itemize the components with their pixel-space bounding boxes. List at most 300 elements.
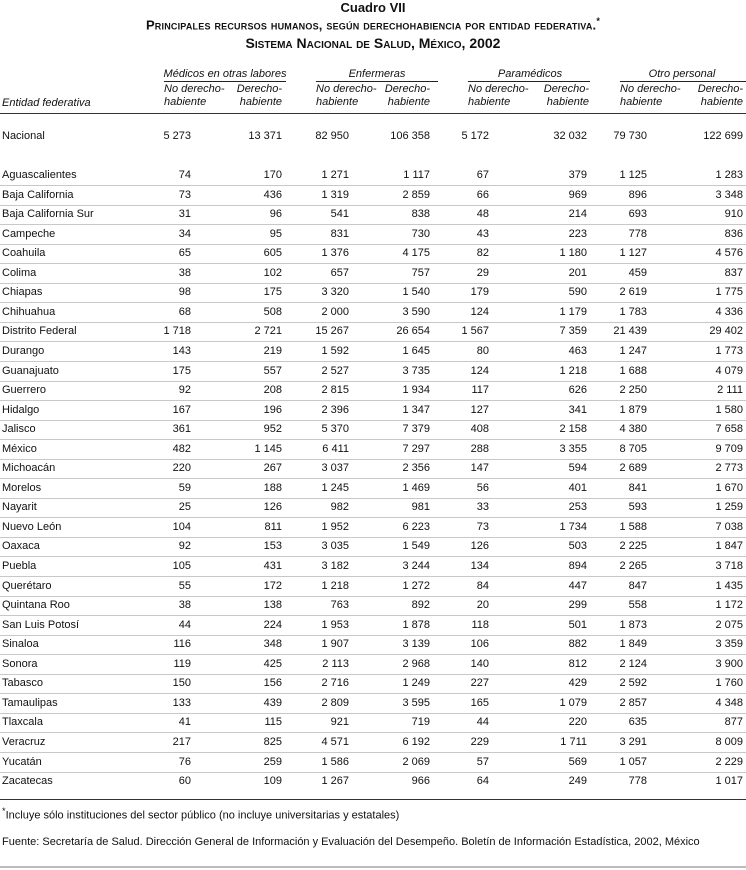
cell: 3 291 (619, 735, 647, 748)
cell: 341 (568, 403, 587, 416)
cell: 299 (568, 599, 587, 612)
cell: 558 (628, 599, 647, 612)
cell: 3 320 (321, 286, 349, 299)
table-row (0, 753, 746, 773)
cell: 2 592 (619, 677, 647, 690)
cell: 2 968 (402, 657, 430, 670)
cell: 541 (330, 208, 349, 221)
cell: 757 (411, 266, 430, 279)
cell: 763 (330, 599, 349, 612)
cell: 3 595 (402, 696, 430, 709)
cell: 95 (269, 227, 282, 240)
cell: 13 371 (248, 130, 282, 142)
cell: 165 (470, 696, 489, 709)
cell: 896 (628, 188, 647, 201)
table-row (0, 537, 746, 557)
table-title (0, 14, 746, 32)
cell: 179 (470, 286, 489, 299)
cell: 1 907 (321, 638, 349, 651)
row-name: Guanajuato (2, 364, 59, 377)
cell: 693 (628, 208, 647, 221)
footnote (2, 806, 399, 822)
table-row (0, 596, 746, 616)
cell: 892 (411, 599, 430, 612)
cell: 229 (470, 735, 489, 748)
cell: 459 (628, 266, 647, 279)
cell: 4 380 (619, 423, 647, 436)
cell: 143 (172, 344, 191, 357)
cell: 605 (263, 247, 282, 260)
table-row (0, 225, 746, 245)
cell: 267 (263, 462, 282, 475)
group-rule (164, 81, 286, 82)
cell: 109 (263, 775, 282, 788)
cell: 1 347 (402, 403, 430, 416)
cell: 115 (264, 716, 282, 729)
cell: 220 (172, 462, 191, 475)
cell: 8 009 (715, 735, 743, 748)
cell: 9 709 (715, 442, 743, 455)
table-number: Cuadro VII (340, 0, 406, 15)
row-name: Coahuila (2, 247, 46, 260)
cell: 138 (263, 599, 282, 612)
cell: 127 (470, 403, 489, 416)
cell: 106 (470, 638, 489, 651)
row-name: Sinaloa (2, 638, 39, 651)
cell: 3 037 (321, 462, 349, 475)
cell: 140 (470, 657, 489, 670)
cell: 98 (178, 286, 191, 299)
cell: 1 879 (619, 403, 647, 416)
cell: 2 619 (619, 286, 647, 299)
cell: 3 348 (715, 188, 743, 201)
cell: 2 859 (402, 188, 430, 201)
table-row (0, 616, 746, 636)
cell: 7 658 (715, 423, 743, 436)
cell: 966 (411, 775, 430, 788)
cell: 1 079 (559, 696, 587, 709)
table-row (0, 283, 746, 303)
row-name: Puebla (2, 560, 37, 572)
cell: 1 878 (402, 618, 430, 631)
cell: 5 273 (163, 130, 191, 142)
cell: 117 (471, 384, 489, 397)
cell: 1 849 (619, 638, 647, 651)
cell: 217 (172, 735, 191, 748)
cell: 55 (178, 579, 191, 592)
footnote-mark: * (2, 806, 6, 816)
cell: 38 (178, 599, 191, 612)
cell: 3 590 (402, 305, 430, 318)
cell: 7 359 (559, 325, 587, 338)
table-bottom-rule (0, 799, 746, 800)
row-name: Nuevo León (2, 520, 62, 533)
cell: 48 (476, 208, 489, 221)
cell: 894 (568, 560, 587, 572)
cell: 508 (263, 305, 282, 318)
cell: 56 (476, 481, 489, 494)
cell: 33 (476, 501, 489, 514)
cell: 188 (263, 481, 282, 494)
subheader-derechohabiente: Derecho- habiente (697, 83, 743, 108)
subheader-no-derechohabiente: No derecho- habiente (164, 83, 225, 108)
cell: 73 (476, 520, 489, 533)
cell: 1 934 (402, 384, 430, 397)
row-name: Querétaro (2, 579, 52, 592)
cell: 3 900 (715, 657, 743, 670)
cell: 170 (263, 169, 282, 181)
table-row (0, 577, 746, 597)
cell: 1 179 (559, 305, 587, 318)
cell: 59 (178, 481, 191, 494)
cell: 172 (263, 579, 282, 592)
column-header-entidad: Entidad federativa (2, 97, 91, 109)
cell: 921 (330, 716, 349, 729)
cell: 102 (263, 266, 282, 279)
cell: 175 (263, 286, 282, 299)
cell: 288 (470, 442, 489, 455)
group-otro-personal: Otro personal (648, 68, 716, 80)
cell: 1 670 (715, 481, 743, 494)
table-row (0, 713, 746, 733)
subheader-derechohabiente: Derecho- habiente (384, 83, 430, 108)
group-medicos: Médicos en otras labores (163, 68, 287, 80)
cell: 408 (470, 423, 489, 436)
cell: 1 549 (402, 540, 430, 553)
cell: 1 117 (403, 169, 430, 181)
cell: 96 (269, 208, 282, 221)
group-rule (620, 81, 746, 82)
cell: 4 576 (715, 247, 743, 260)
cell: 26 654 (396, 325, 430, 338)
group-rule (316, 81, 438, 82)
cell: 175 (172, 364, 191, 377)
table-row (0, 498, 746, 518)
row-name: Tabasco (2, 677, 43, 690)
cell: 439 (263, 696, 282, 709)
cell: 1 245 (321, 481, 349, 494)
row-name: Nayarit (2, 501, 37, 514)
table-row (0, 303, 746, 323)
row-name: San Luis Potosí (2, 618, 80, 631)
cell: 4 175 (402, 247, 430, 260)
cell: 133 (172, 696, 191, 709)
cell: 1 271 (321, 169, 349, 181)
cell: 482 (172, 442, 191, 455)
cell: 5 370 (321, 423, 349, 436)
cell: 106 358 (390, 130, 430, 142)
cell: 1 688 (619, 364, 647, 377)
cell: 1 580 (715, 403, 743, 416)
table-row (0, 694, 746, 714)
cell: 557 (263, 364, 282, 377)
cell: 1 773 (715, 344, 743, 357)
cell: 29 402 (709, 325, 743, 338)
cell: 3 139 (402, 638, 430, 651)
cell: 1 249 (402, 677, 430, 690)
cell: 2 809 (321, 696, 349, 709)
cell: 2 000 (321, 305, 349, 318)
cell: 150 (172, 677, 191, 690)
cell: 223 (568, 227, 587, 240)
table-row (0, 772, 746, 791)
row-name: Michoacán (2, 462, 56, 475)
cell: 594 (568, 462, 587, 475)
cell: 7 038 (715, 520, 743, 533)
cell: 201 (568, 266, 587, 279)
cell: 447 (568, 579, 587, 592)
table-row (0, 342, 746, 362)
cell: 3 244 (402, 560, 430, 572)
row-name: Baja California Sur (2, 208, 94, 221)
cell: 431 (263, 560, 282, 572)
cell: 156 (263, 677, 282, 690)
cell: 92 (178, 384, 191, 397)
cell: 1 760 (715, 677, 743, 690)
cell: 224 (263, 618, 282, 631)
cell: 1 180 (559, 247, 587, 260)
cell: 952 (263, 423, 282, 436)
source-note: Fuente: Secretaría de Salud. Dirección General de Información y Evaluación del Desempeño. Boletín de Información Estadística, 2002, México (2, 836, 700, 848)
cell: 1 567 (461, 325, 489, 338)
cell: 825 (263, 735, 282, 748)
cell: 778 (628, 227, 647, 240)
cell: 134 (470, 560, 489, 572)
cell: 838 (411, 208, 430, 221)
cell: 1 775 (715, 286, 743, 299)
cell: 79 730 (613, 130, 647, 142)
cell: 25 (178, 501, 191, 514)
table-title-text: Principales recursos humanos, según derechohabiencia por entidad federativa. (145, 17, 597, 33)
cell: 2 124 (619, 657, 647, 670)
row-name: Colima (2, 266, 37, 279)
cell: 778 (628, 775, 647, 788)
cell: 1 588 (619, 520, 647, 533)
cell: 2 069 (402, 755, 430, 768)
cell: 5 172 (461, 130, 489, 142)
table-row (0, 362, 746, 382)
cell: 1 953 (321, 618, 349, 631)
cell: 104 (172, 520, 191, 533)
cell: 436 (263, 188, 282, 201)
cell: 626 (568, 384, 587, 397)
cell: 1 376 (321, 247, 349, 260)
cell: 6 192 (402, 735, 430, 748)
cell: 2 396 (321, 403, 349, 416)
footnote-mark: * (596, 16, 601, 26)
row-name: Morelos (2, 481, 42, 494)
cell: 219 (263, 344, 282, 357)
row-name: Hidalgo (2, 403, 40, 416)
table-row (0, 244, 746, 264)
table-row (0, 733, 746, 753)
table-row (0, 655, 746, 675)
table-row (0, 322, 746, 342)
cell: 7 297 (402, 442, 430, 455)
cell: 877 (724, 716, 743, 729)
header-rule (0, 113, 746, 114)
table-row (0, 518, 746, 538)
table-row (0, 401, 746, 421)
table-row (0, 205, 746, 225)
cell: 501 (568, 618, 587, 631)
cell: 32 032 (553, 130, 587, 142)
cell: 2 111 (717, 384, 743, 397)
cell: 67 (476, 169, 489, 181)
row-name: Baja California (2, 188, 74, 201)
cell: 2 857 (619, 696, 647, 709)
row-name: Durango (2, 344, 45, 357)
cell: 425 (263, 657, 282, 670)
page-bottom-rule (0, 866, 746, 868)
cell: 3 718 (715, 560, 743, 572)
cell: 2 075 (715, 618, 743, 631)
cell: 124 (470, 364, 489, 377)
cell: 60 (178, 775, 191, 788)
cell: 44 (476, 716, 489, 729)
cell: 1 718 (163, 325, 191, 338)
cell: 2 158 (559, 423, 587, 436)
row-name: Zacatecas (2, 775, 53, 788)
cell: 1 711 (560, 735, 587, 748)
cell: 2 229 (715, 755, 743, 768)
cell: 2 527 (321, 364, 349, 377)
cell: 92 (178, 540, 191, 553)
cell: 2 225 (619, 540, 647, 553)
cell: 1 267 (321, 775, 349, 788)
group-rule (468, 81, 590, 82)
cell: 1 592 (321, 344, 349, 357)
cell: 1 847 (715, 540, 743, 553)
table-row (0, 674, 746, 694)
cell: 841 (628, 481, 647, 494)
row-name: Nacional (2, 130, 45, 142)
cell: 812 (568, 657, 587, 670)
cell: 153 (263, 540, 282, 553)
cell: 214 (568, 208, 587, 221)
cell: 118 (471, 618, 489, 631)
cell: 57 (476, 755, 489, 768)
cell: 2 265 (619, 560, 647, 572)
cell: 3 735 (402, 364, 430, 377)
row-name: Quintana Roo (2, 599, 70, 612)
cell: 126 (470, 540, 489, 553)
cell: 6 411 (322, 442, 349, 455)
cell: 590 (568, 286, 587, 299)
cell: 64 (476, 775, 489, 788)
cell: 837 (724, 266, 743, 279)
cell: 66 (476, 188, 489, 201)
cell: 1 873 (619, 618, 647, 631)
cell: 147 (470, 462, 489, 475)
cell: 361 (172, 423, 191, 436)
table-row (0, 186, 746, 206)
cell: 635 (628, 716, 647, 729)
cell: 208 (263, 384, 282, 397)
cell: 401 (568, 481, 587, 494)
row-name: Campeche (2, 227, 56, 240)
cell: 1 734 (559, 520, 587, 533)
subheader-derechohabiente: Derecho- habiente (236, 83, 282, 108)
row-name: Guerrero (2, 384, 47, 397)
cell: 4 348 (715, 696, 743, 709)
cell: 593 (628, 501, 647, 514)
cell: 2 773 (715, 462, 743, 475)
cell: 1 247 (619, 344, 647, 357)
cell: 7 379 (402, 423, 430, 436)
cell: 982 (330, 501, 349, 514)
cell: 41 (178, 716, 191, 729)
table-row (0, 557, 746, 577)
cell: 8 705 (619, 442, 647, 455)
cell: 249 (568, 775, 587, 788)
cell: 73 (178, 188, 191, 201)
cell: 1 218 (559, 364, 587, 377)
table-row (0, 440, 746, 460)
cell: 116 (173, 638, 191, 651)
table-row (0, 635, 746, 655)
cell: 82 (476, 247, 489, 260)
cell: 124 (470, 305, 489, 318)
cell: 119 (173, 657, 191, 670)
cell: 2 113 (322, 657, 349, 670)
cell: 253 (568, 501, 587, 514)
cell: 1 783 (619, 305, 647, 318)
cell: 2 815 (321, 384, 349, 397)
cell: 4 336 (715, 305, 743, 318)
cell: 831 (330, 227, 349, 240)
row-name: Distrito Federal (2, 325, 77, 338)
cell: 74 (178, 169, 191, 181)
cell: 463 (568, 344, 587, 357)
cell: 730 (411, 227, 430, 240)
row-name: Aguascalientes (2, 169, 77, 181)
cell: 2 356 (402, 462, 430, 475)
cell: 84 (476, 579, 489, 592)
cell: 68 (178, 305, 191, 318)
cell: 3 182 (321, 560, 349, 572)
row-name: Chihuahua (2, 305, 56, 318)
table-row (0, 264, 746, 284)
table-row (0, 420, 746, 440)
table-row (0, 479, 746, 499)
cell: 657 (330, 266, 349, 279)
cell: 2 250 (619, 384, 647, 397)
cell: 3 359 (715, 638, 743, 651)
cell: 122 699 (703, 130, 743, 142)
cell: 1 057 (619, 755, 647, 768)
table-row (0, 166, 746, 186)
cell: 43 (476, 227, 489, 240)
cell: 981 (411, 501, 430, 514)
cell: 811 (264, 520, 282, 533)
cell: 1 469 (402, 481, 430, 494)
group-enfermeras: Enfermeras (348, 68, 406, 80)
cell: 4 571 (321, 735, 349, 748)
cell: 882 (568, 638, 587, 651)
cell: 20 (476, 599, 489, 612)
cell: 969 (568, 188, 587, 201)
table-row (0, 381, 746, 401)
cell: 167 (172, 403, 191, 416)
row-name: Sonora (2, 657, 38, 670)
cell: 38 (178, 266, 191, 279)
subheader-no-derechohabiente: No derecho- habiente (620, 83, 681, 108)
cell: 1 645 (402, 344, 430, 357)
cell: 227 (470, 677, 489, 690)
cell: 1 145 (254, 442, 282, 455)
cell: 3 035 (321, 540, 349, 553)
